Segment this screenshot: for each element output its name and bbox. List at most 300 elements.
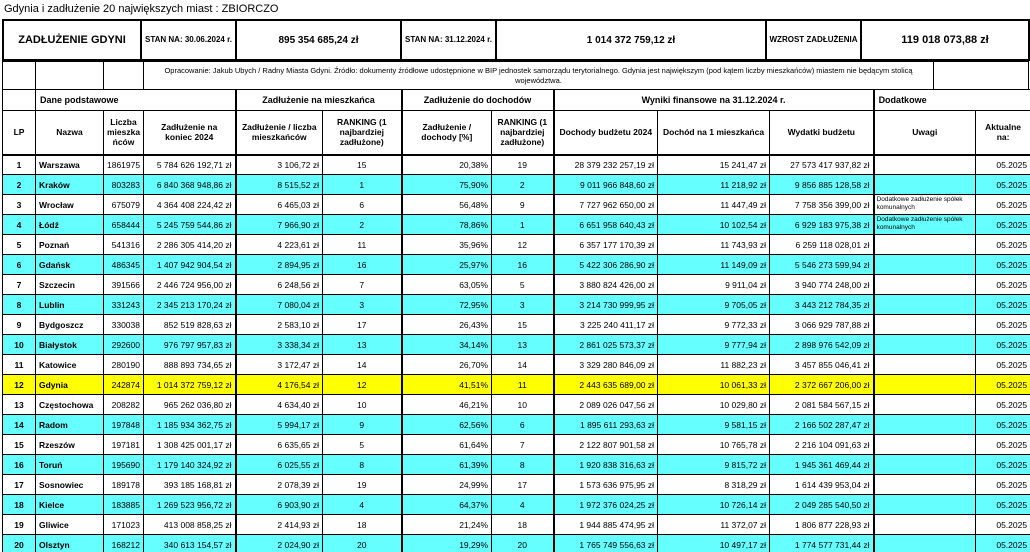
cell-income[interactable]: 1 920 838 316,63 zł [554,455,658,475]
cell-debt[interactable]: 5 784 626 192,71 zł [144,155,236,175]
cell-lp[interactable]: 20 [3,535,36,552]
group-per-capita[interactable]: Zadłużenie na mieszkańca [236,90,402,111]
cell-income[interactable]: 1 573 636 975,95 zł [554,475,658,495]
summary-stan1-value[interactable]: 895 354 685,24 zł [236,20,401,60]
table-row[interactable] [3,455,1030,475]
cell-current[interactable]: 05.2025 [976,235,1030,255]
cell-rank-per-capita[interactable]: 17 [323,315,402,335]
cell-debt-to-income[interactable]: 26,43% [402,315,492,335]
cell-name[interactable]: Rzeszów [36,435,104,455]
cell-remarks[interactable] [874,335,976,355]
cell-expenses[interactable]: 2 049 285 540,50 zł [770,495,874,515]
cell-income[interactable]: 2 861 025 573,37 zł [554,335,658,355]
cell-rank-per-capita[interactable]: 19 [323,475,402,495]
table-row[interactable] [3,235,1030,255]
cell-name[interactable]: Szczecin [36,275,104,295]
cell-debt[interactable]: 4 364 408 224,42 zł [144,195,236,215]
cell-remarks[interactable] [874,535,976,552]
cell-remarks[interactable] [874,275,976,295]
cell-rank-to-income[interactable]: 2 [492,175,554,195]
cell-rank-to-income[interactable]: 11 [492,375,554,395]
cell-rank-to-income[interactable]: 4 [492,495,554,515]
cell-rank-per-capita[interactable]: 13 [323,335,402,355]
cell-debt[interactable]: 6 840 368 948,86 zł [144,175,236,195]
cell-expenses[interactable]: 3 066 929 787,88 zł [770,315,874,335]
col-rank-to-income[interactable]: RANKING (1 najbardziej zadłużone) [492,111,554,155]
cell-current[interactable]: 05.2025 [976,275,1030,295]
cell-rank-per-capita[interactable]: 2 [323,215,402,235]
cell-current[interactable]: 05.2025 [976,155,1030,175]
cell-population[interactable]: 197181 [104,435,144,455]
cell-debt-to-income[interactable]: 19,29% [402,535,492,552]
cell-lp[interactable]: 13 [3,395,36,415]
table-row[interactable] [3,535,1030,552]
cell-name[interactable]: Warszawa [36,155,104,175]
cell-remarks[interactable] [874,255,976,275]
cell-population[interactable]: 171023 [104,515,144,535]
cell-debt[interactable]: 976 797 957,83 zł [144,335,236,355]
cell-expenses[interactable]: 3 940 774 248,00 zł [770,275,874,295]
cell-remarks[interactable]: Dodatkowe zadłużenie spółek komunalnych [874,215,976,235]
cell-expenses[interactable]: 1 614 439 953,04 zł [770,475,874,495]
cell-rank-per-capita[interactable]: 1 [323,175,402,195]
table-row[interactable] [3,195,1030,215]
cell-population[interactable]: 208282 [104,395,144,415]
cell-income[interactable]: 2 443 635 689,00 zł [554,375,658,395]
source-note[interactable]: Opracowanie: Jakub Ubych / Radny Miasta Gdyni. Źródło: dokumenty źródłowe udostępnione w BIP jednostek samorządu terytorialnego. Gdynia jest największym (pod kątem liczby mieszkańców) miastem nie będącym stolicą województwa. [144,62,934,90]
cell-population[interactable]: 1861975 [104,155,144,175]
cell-debt[interactable]: 2 286 305 414,20 zł [144,235,236,255]
cell-income-per-capita[interactable]: 9 705,05 zł [658,295,770,315]
cell-debt-per-capita[interactable]: 8 515,52 zł [236,175,323,195]
cell-income[interactable]: 2 122 807 901,58 zł [554,435,658,455]
cell-rank-to-income[interactable]: 16 [492,255,554,275]
cell-income-per-capita[interactable]: 11 149,09 zł [658,255,770,275]
cell-debt-per-capita[interactable]: 3 338,34 zł [236,335,323,355]
cell-name[interactable]: Białystok [36,335,104,355]
cell-expenses[interactable]: 2 216 104 091,63 zł [770,435,874,455]
cell-lp[interactable]: 3 [3,195,36,215]
cell-name[interactable]: Kielce [36,495,104,515]
table-row[interactable] [3,475,1030,495]
cell-rank-per-capita[interactable]: 18 [323,515,402,535]
cell-population[interactable]: 280190 [104,355,144,375]
cell-income-per-capita[interactable]: 9 815,72 zł [658,455,770,475]
cell-name[interactable]: Kraków [36,175,104,195]
cell-current[interactable]: 05.2025 [976,175,1030,195]
cell-name[interactable]: Częstochowa [36,395,104,415]
cell-rank-to-income[interactable]: 5 [492,275,554,295]
cell-debt-to-income[interactable]: 41,51% [402,375,492,395]
cell-remarks[interactable] [874,155,976,175]
cell-income[interactable]: 28 379 232 257,19 zł [554,155,658,175]
cell-debt-per-capita[interactable]: 2 024,90 zł [236,535,323,552]
cell-remarks[interactable] [874,295,976,315]
cell-income-per-capita[interactable]: 10 029,80 zł [658,395,770,415]
cell-lp[interactable]: 7 [3,275,36,295]
cell-debt-to-income[interactable]: 25,97% [402,255,492,275]
cell-debt-per-capita[interactable]: 3 106,72 zł [236,155,323,175]
cell-debt-to-income[interactable]: 24,99% [402,475,492,495]
cell-debt-to-income[interactable]: 62,56% [402,415,492,435]
cell-income-per-capita[interactable]: 10 061,33 zł [658,375,770,395]
cell-remarks[interactable] [874,415,976,435]
cell-current[interactable]: 05.2025 [976,515,1030,535]
cell-income[interactable]: 3 225 240 411,17 zł [554,315,658,335]
cell-current[interactable]: 05.2025 [976,455,1030,475]
cell-lp[interactable]: 16 [3,455,36,475]
col-income[interactable]: Dochody budżetu 2024 [554,111,658,155]
cell-expenses[interactable]: 1 806 877 228,93 zł [770,515,874,535]
cell-expenses[interactable]: 27 573 417 937,82 zł [770,155,874,175]
cell-lp[interactable]: 17 [3,475,36,495]
notes-empty-cell[interactable] [934,62,1029,90]
col-population[interactable]: Liczba mieszka ńców [104,111,144,155]
cell-rank-per-capita[interactable]: 6 [323,195,402,215]
cell-current[interactable]: 05.2025 [976,335,1030,355]
cell-debt-to-income[interactable]: 61,64% [402,435,492,455]
cell-debt[interactable]: 393 185 168,81 zł [144,475,236,495]
cell-income-per-capita[interactable]: 11 372,07 zł [658,515,770,535]
cell-name[interactable]: Lublin [36,295,104,315]
cell-debt-to-income[interactable]: 75,90% [402,175,492,195]
cell-income-per-capita[interactable]: 15 241,47 zł [658,155,770,175]
cell-rank-to-income[interactable]: 20 [492,535,554,552]
cell-debt[interactable]: 852 519 828,63 zł [144,315,236,335]
cell-income[interactable]: 2 089 026 047,56 zł [554,395,658,415]
cell-debt[interactable]: 2 345 213 170,24 zł [144,295,236,315]
cell-debt-to-income[interactable]: 20,38% [402,155,492,175]
table-row[interactable] [3,335,1030,355]
cell-population[interactable]: 330038 [104,315,144,335]
cell-lp[interactable]: 11 [3,355,36,375]
cell-name[interactable]: Gdynia [36,375,104,395]
cell-current[interactable]: 05.2025 [976,195,1030,215]
cell-current[interactable]: 05.2025 [976,415,1030,435]
col-rank-per-capita[interactable]: RANKING (1 najbardziej zadłużone) [323,111,402,155]
cell-lp[interactable]: 18 [3,495,36,515]
cell-current[interactable]: 05.2025 [976,295,1030,315]
cell-debt[interactable]: 965 262 036,80 zł [144,395,236,415]
cell-rank-to-income[interactable]: 14 [492,355,554,375]
cell-expenses[interactable]: 2 372 667 206,00 zł [770,375,874,395]
cell-current[interactable]: 05.2025 [976,255,1030,275]
cell-current[interactable]: 05.2025 [976,395,1030,415]
cell-lp[interactable]: 12 [3,375,36,395]
cell-rank-to-income[interactable]: 19 [492,155,554,175]
cell-debt-per-capita[interactable]: 2 414,93 zł [236,515,323,535]
cell-lp[interactable]: 9 [3,315,36,335]
cell-income-per-capita[interactable]: 10 497,17 zł [658,535,770,552]
cell-lp[interactable]: 14 [3,415,36,435]
cell-debt-per-capita[interactable]: 2 894,95 zł [236,255,323,275]
cell-debt-per-capita[interactable]: 4 634,40 zł [236,395,323,415]
table-row[interactable] [3,355,1030,375]
cell-income-per-capita[interactable]: 11 447,49 zł [658,195,770,215]
cell-income[interactable]: 5 422 306 286,90 zł [554,255,658,275]
table-row[interactable] [3,395,1030,415]
cell-name[interactable]: Toruń [36,455,104,475]
table-row[interactable] [3,215,1030,235]
cell-population[interactable]: 242874 [104,375,144,395]
cell-rank-to-income[interactable]: 15 [492,315,554,335]
cell-debt-per-capita[interactable]: 7 080,04 zł [236,295,323,315]
cell-rank-to-income[interactable]: 17 [492,475,554,495]
col-current[interactable]: Aktualne na: [976,111,1030,155]
cell-debt[interactable]: 2 446 724 956,00 zł [144,275,236,295]
cell-debt-to-income[interactable]: 64,37% [402,495,492,515]
cell-rank-to-income[interactable]: 7 [492,435,554,455]
group-extra[interactable]: Dodatkowe [874,90,1030,111]
cell-income[interactable]: 6 651 958 640,43 zł [554,215,658,235]
table-row[interactable] [3,435,1030,455]
cell-lp[interactable]: 8 [3,295,36,315]
group-basic[interactable]: Dane podstawowe [36,90,236,111]
cell-income[interactable]: 3 880 824 426,00 zł [554,275,658,295]
table-row[interactable] [3,175,1030,195]
col-debt[interactable]: Zadłużenie na koniec 2024 [144,111,236,155]
cell-debt-per-capita[interactable]: 4 176,54 zł [236,375,323,395]
cell-income-per-capita[interactable]: 9 777,94 zł [658,335,770,355]
cell-debt-per-capita[interactable]: 5 994,17 zł [236,415,323,435]
cell-rank-per-capita[interactable]: 8 [323,455,402,475]
summary-wzrost-value[interactable]: 119 018 073,88 zł [861,20,1029,60]
col-remarks[interactable]: Uwagi [874,111,976,155]
cell-debt-to-income[interactable]: 56,48% [402,195,492,215]
cell-expenses[interactable]: 6 929 183 975,38 zł [770,215,874,235]
cell-expenses[interactable]: 2 166 502 287,47 zł [770,415,874,435]
cell-current[interactable]: 05.2025 [976,375,1030,395]
table-row[interactable] [3,495,1030,515]
cell-debt-to-income[interactable]: 26,70% [402,355,492,375]
cell-lp[interactable]: 10 [3,335,36,355]
cell-population[interactable]: 803283 [104,175,144,195]
cell-population[interactable]: 183885 [104,495,144,515]
cell-remarks[interactable] [874,315,976,335]
cell-remarks[interactable] [874,495,976,515]
cell-remarks[interactable] [874,375,976,395]
cell-income[interactable]: 3 329 280 846,09 zł [554,355,658,375]
notes-empty-cell[interactable] [3,62,36,90]
cell-remarks[interactable] [874,175,976,195]
cell-name[interactable]: Gdańsk [36,255,104,275]
cell-population[interactable]: 292600 [104,335,144,355]
col-income-per-capita[interactable]: Dochód na 1 mieszkańca [658,111,770,155]
cell-name[interactable]: Wrocław [36,195,104,215]
cell-debt-to-income[interactable]: 34,14% [402,335,492,355]
cell-lp[interactable]: 15 [3,435,36,455]
cell-population[interactable]: 189178 [104,475,144,495]
cell-debt-per-capita[interactable]: 2 078,39 zł [236,475,323,495]
cell-rank-per-capita[interactable]: 3 [323,295,402,315]
cell-income[interactable]: 1 944 885 474,95 zł [554,515,658,535]
col-debt-per-capita[interactable]: Zadłużenie / liczba mieszkańców [236,111,323,155]
cell-lp[interactable]: 6 [3,255,36,275]
cell-population[interactable]: 541316 [104,235,144,255]
cell-expenses[interactable]: 1 774 577 731,44 zł [770,535,874,552]
cell-debt[interactable]: 888 893 734,65 zł [144,355,236,375]
cell-income-per-capita[interactable]: 8 318,29 zł [658,475,770,495]
cell-remarks[interactable] [874,235,976,255]
cell-remarks[interactable] [874,435,976,455]
cell-remarks[interactable] [874,455,976,475]
cell-debt-per-capita[interactable]: 6 903,90 zł [236,495,323,515]
cell-population[interactable]: 658444 [104,215,144,235]
cell-income[interactable]: 9 011 966 848,60 zł [554,175,658,195]
cell-debt-per-capita[interactable]: 2 583,10 zł [236,315,323,335]
cell-debt-to-income[interactable]: 78,86% [402,215,492,235]
table-row[interactable] [3,255,1030,275]
cell-expenses[interactable]: 3 457 855 046,41 zł [770,355,874,375]
table-row[interactable] [3,295,1030,315]
group-finance[interactable]: Wyniki finansowe na 31.12.2024 r. [554,90,874,111]
cell-lp[interactable]: 1 [3,155,36,175]
cell-debt-per-capita[interactable]: 6 025,55 zł [236,455,323,475]
notes-empty-cell[interactable] [104,62,144,90]
cell-rank-per-capita[interactable]: 11 [323,235,402,255]
col-expenses[interactable]: Wydatki budżetu [770,111,874,155]
cell-current[interactable]: 05.2025 [976,475,1030,495]
cell-income[interactable]: 1 895 611 293,63 zł [554,415,658,435]
cell-name[interactable]: Katowice [36,355,104,375]
cell-rank-per-capita[interactable]: 10 [323,395,402,415]
cell-name[interactable]: Gliwice [36,515,104,535]
cell-debt-per-capita[interactable]: 7 966,90 zł [236,215,323,235]
cell-expenses[interactable]: 9 856 885 128,58 zł [770,175,874,195]
cell-current[interactable]: 05.2025 [976,435,1030,455]
cell-expenses[interactable]: 5 546 273 599,94 zł [770,255,874,275]
cell-remarks[interactable] [874,515,976,535]
cell-rank-per-capita[interactable]: 12 [323,375,402,395]
table-row[interactable] [3,375,1030,395]
notes-empty-cell[interactable] [36,62,104,90]
cell-population[interactable]: 675079 [104,195,144,215]
cell-remarks[interactable]: Dodatkowe zadłużenie spółek komunalnych [874,195,976,215]
cell-lp[interactable]: 5 [3,235,36,255]
cell-debt[interactable]: 5 245 759 544,86 zł [144,215,236,235]
cell-name[interactable]: Radom [36,415,104,435]
cell-remarks[interactable] [874,395,976,415]
cell-name[interactable]: Olsztyn [36,535,104,552]
cell-debt[interactable]: 340 613 154,57 zł [144,535,236,552]
cell-rank-per-capita[interactable]: 9 [323,415,402,435]
table-row[interactable] [3,315,1030,335]
cell-rank-to-income[interactable]: 3 [492,295,554,315]
summary-stan2-value[interactable]: 1 014 372 759,12 zł [496,20,766,60]
cell-rank-per-capita[interactable]: 14 [323,355,402,375]
cell-population[interactable]: 197848 [104,415,144,435]
cell-income-per-capita[interactable]: 10 102,54 zł [658,215,770,235]
cell-expenses[interactable]: 3 443 212 784,35 zł [770,295,874,315]
cell-income[interactable]: 6 357 177 170,39 zł [554,235,658,255]
cell-rank-per-capita[interactable]: 7 [323,275,402,295]
cell-name[interactable]: Sosnowiec [36,475,104,495]
cell-name[interactable]: Łódź [36,215,104,235]
cell-income-per-capita[interactable]: 9 772,33 zł [658,315,770,335]
cell-debt-to-income[interactable]: 35,96% [402,235,492,255]
cell-rank-per-capita[interactable]: 16 [323,255,402,275]
cell-debt-per-capita[interactable]: 6 635,65 zł [236,435,323,455]
cell-lp[interactable]: 19 [3,515,36,535]
col-name[interactable]: Nazwa [36,111,104,155]
cell-remarks[interactable] [874,475,976,495]
cell-lp[interactable]: 2 [3,175,36,195]
cell-debt[interactable]: 1 179 140 324,92 zł [144,455,236,475]
cell-population[interactable]: 486345 [104,255,144,275]
cell-expenses[interactable]: 6 259 118 028,01 zł [770,235,874,255]
cell-current[interactable]: 05.2025 [976,215,1030,235]
cell-income[interactable]: 1 765 749 556,63 zł [554,535,658,552]
cell-income-per-capita[interactable]: 10 726,14 zł [658,495,770,515]
cell-debt[interactable]: 1 269 523 956,72 zł [144,495,236,515]
cell-debt-per-capita[interactable]: 4 223,61 zł [236,235,323,255]
cell-expenses[interactable]: 2 898 976 542,09 zł [770,335,874,355]
cell-debt-per-capita[interactable]: 6 248,56 zł [236,275,323,295]
cell-current[interactable]: 05.2025 [976,355,1030,375]
cell-rank-to-income[interactable]: 1 [492,215,554,235]
cell-income-per-capita[interactable]: 9 581,15 zł [658,415,770,435]
cell-debt[interactable]: 1 014 372 759,12 zł [144,375,236,395]
cell-current[interactable]: 05.2025 [976,315,1030,335]
cell-rank-to-income[interactable]: 13 [492,335,554,355]
cell-rank-to-income[interactable]: 6 [492,415,554,435]
table-row[interactable] [3,155,1030,175]
table-row[interactable] [3,275,1030,295]
group-to-income[interactable]: Zadłużenie do dochodów [402,90,554,111]
cell-income-per-capita[interactable]: 11 743,93 zł [658,235,770,255]
cell-rank-to-income[interactable]: 8 [492,455,554,475]
cell-debt-per-capita[interactable]: 3 172,47 zł [236,355,323,375]
cell-income-per-capita[interactable]: 10 765,78 zł [658,435,770,455]
table-row[interactable] [3,415,1030,435]
cell-income-per-capita[interactable]: 9 911,04 zł [658,275,770,295]
cell-rank-to-income[interactable]: 12 [492,235,554,255]
cell-rank-per-capita[interactable]: 4 [323,495,402,515]
cell-income[interactable]: 7 727 962 650,00 zł [554,195,658,215]
cell-debt[interactable]: 413 008 858,25 zł [144,515,236,535]
cell-rank-to-income[interactable]: 10 [492,395,554,415]
cell-population[interactable]: 195690 [104,455,144,475]
cell-debt-to-income[interactable]: 61,39% [402,455,492,475]
cell-expenses[interactable]: 1 945 361 469,44 zł [770,455,874,475]
cell-debt[interactable]: 1 308 425 001,17 zł [144,435,236,455]
cell-rank-to-income[interactable]: 9 [492,195,554,215]
cell-debt-per-capita[interactable]: 6 465,03 zł [236,195,323,215]
cell-rank-per-capita[interactable]: 15 [323,155,402,175]
cell-name[interactable]: Poznań [36,235,104,255]
cell-expenses[interactable]: 2 081 584 567,15 zł [770,395,874,415]
cell-income[interactable]: 3 214 730 999,95 zł [554,295,658,315]
col-debt-to-income[interactable]: Zadłużenie / dochody [%] [402,111,492,155]
col-lp[interactable]: LP [3,111,36,155]
cell-debt-to-income[interactable]: 72,95% [402,295,492,315]
cell-debt[interactable]: 1 185 934 362,75 zł [144,415,236,435]
cell-income[interactable]: 1 972 376 024,25 zł [554,495,658,515]
cell-rank-to-income[interactable]: 18 [492,515,554,535]
cell-debt-to-income[interactable]: 46,21% [402,395,492,415]
cell-population[interactable]: 168212 [104,535,144,552]
cell-debt-to-income[interactable]: 63,05% [402,275,492,295]
table-row[interactable] [3,515,1030,535]
cell-expenses[interactable]: 7 758 356 399,00 zł [770,195,874,215]
cell-current[interactable]: 05.2025 [976,535,1030,552]
cell-remarks[interactable] [874,355,976,375]
cell-income-per-capita[interactable]: 11 218,92 zł [658,175,770,195]
cell-name[interactable]: Bydgoszcz [36,315,104,335]
cell-lp[interactable]: 4 [3,215,36,235]
cell-rank-per-capita[interactable]: 20 [323,535,402,552]
cell-income-per-capita[interactable]: 11 882,23 zł [658,355,770,375]
